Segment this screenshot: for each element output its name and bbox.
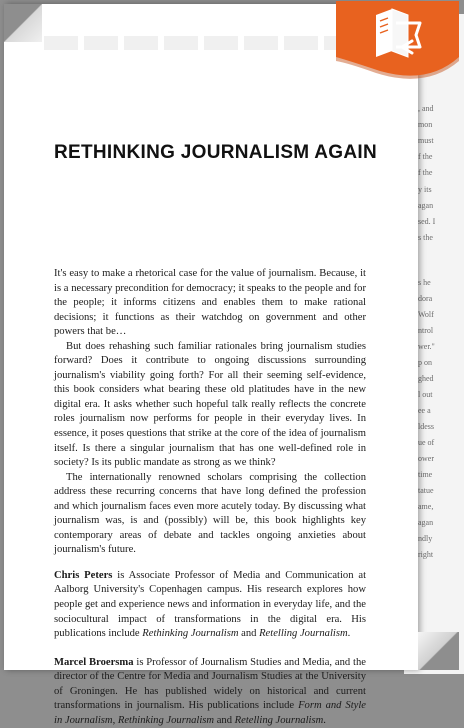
author-bio-text: is Associate Professor of Media and Communication at Aalborg University's Copenhagen campus. His research explores how people get and experience news and information in everyday life, and the sociocultural impact of transformations in the digital era. His publications include [54,569,367,640]
back-page-fragment: p on [418,358,432,367]
text-end: . [347,628,351,640]
back-page-fragment: s the [418,233,433,242]
back-page-fragment: wer." [418,342,435,351]
open-book-icon [336,1,459,89]
back-page-fragment: right [418,550,434,559]
back-page-fragment: ue of [418,438,435,447]
back-page-fragment: y its [418,185,432,194]
back-page-fragment: f the [418,168,433,177]
back-page-fragment: ower [418,454,434,463]
back-page-fragment: s he [418,278,431,287]
text-separator: , [112,714,118,726]
back-page-fragment: Wolf [418,310,434,319]
page-title: RETHINKING JOURNALISM AGAIN [54,142,378,163]
blurb-paragraph-2: But does rehashing such familiar rationales bring journalism studies forward? Does it contribute to ongoing discussions surrounding journalism's viability going forth? For all their seeming self-evidence, this book considers what bearing these old platitudes have in the new digital era. It asks whether such hopeful talk really reflects the concrete roles journalism now performs for people in their everyday lives. In essence, it poses questions that strike at the core of the idea of journalism itself. Is there a singular journalism that has one well-defined role in society? Is its public mandate as strong as we think? [54,340,366,469]
reader-badge[interactable] [336,1,459,89]
back-page-fragment: , and [418,104,434,113]
author-name: Chris Peters [54,569,113,581]
back-page-fragment: ghed [418,374,434,383]
back-page-fragment: l out [418,390,433,399]
page-curl-bottom-right[interactable] [418,632,459,670]
text-joiner: and [238,628,260,640]
back-page-fragment: f the [418,152,433,161]
book-title-ref: Form and Style in Journalism [54,700,366,726]
book-title-ref: Rethinking Journalism [117,714,215,726]
back-page-fragment: ndly [418,534,433,543]
book-title-ref: Retelling Journalism [234,714,324,726]
blurb-paragraph-3: The internationally renowned scholars comprising the collection address these recurring concerns that have long defined the profession and which journalism faces even more acutely today. By discussing what journalism was, is and (possibly) will be, this book highlights key contemporary areas of debate and tackles ongoing anxieties about journalism's future. [54,471,366,556]
back-page-fragment: ldess [418,422,434,431]
back-page-fragment: dora [418,294,433,303]
author-bio-2 [54,656,366,728]
book-title-ref: Retelling Journalism [259,628,348,640]
text-joiner: and [214,714,235,726]
back-page-fragment: agan [418,518,434,527]
back-page-fragment: must [418,136,434,145]
author-name: Marcel Broersma [54,656,134,668]
back-page-fragment: ame, [418,502,434,511]
text-end: . [323,714,326,726]
back-page-fragment: agan [418,201,434,210]
back-page-fragment: mon [418,120,433,129]
back-page-fragment: time [418,470,433,479]
back-page-fragment: sed. I [418,217,436,226]
book-title-ref: Rethinking Journalism [142,628,239,640]
blurb-text [54,267,366,728]
back-page-fragment: ntrol [418,326,434,335]
page-curl-top-left[interactable] [4,4,42,42]
back-page-fragment: tatue [418,486,434,495]
blurb-paragraph-1: It's easy to make a rhetorical case for the value of journalism. Because, it is a necessary precondition for democracy; it speaks to the people and for the people; it informs citizens and enables them to make rational decisions; it functions as their watchdog on government and other powers that be… [54,268,366,338]
book-page [4,4,418,726]
back-page-fragment: ee a [418,406,431,415]
author-bio-1 [54,569,366,642]
author-bio-text: is Professor of Journalism Studies and Media, and the director of the Centre for Media and Journalism Studies at the University of Groningen. He has published widely on historical and current transformations in journalism. His publications include [54,656,366,712]
running-header [44,36,374,50]
